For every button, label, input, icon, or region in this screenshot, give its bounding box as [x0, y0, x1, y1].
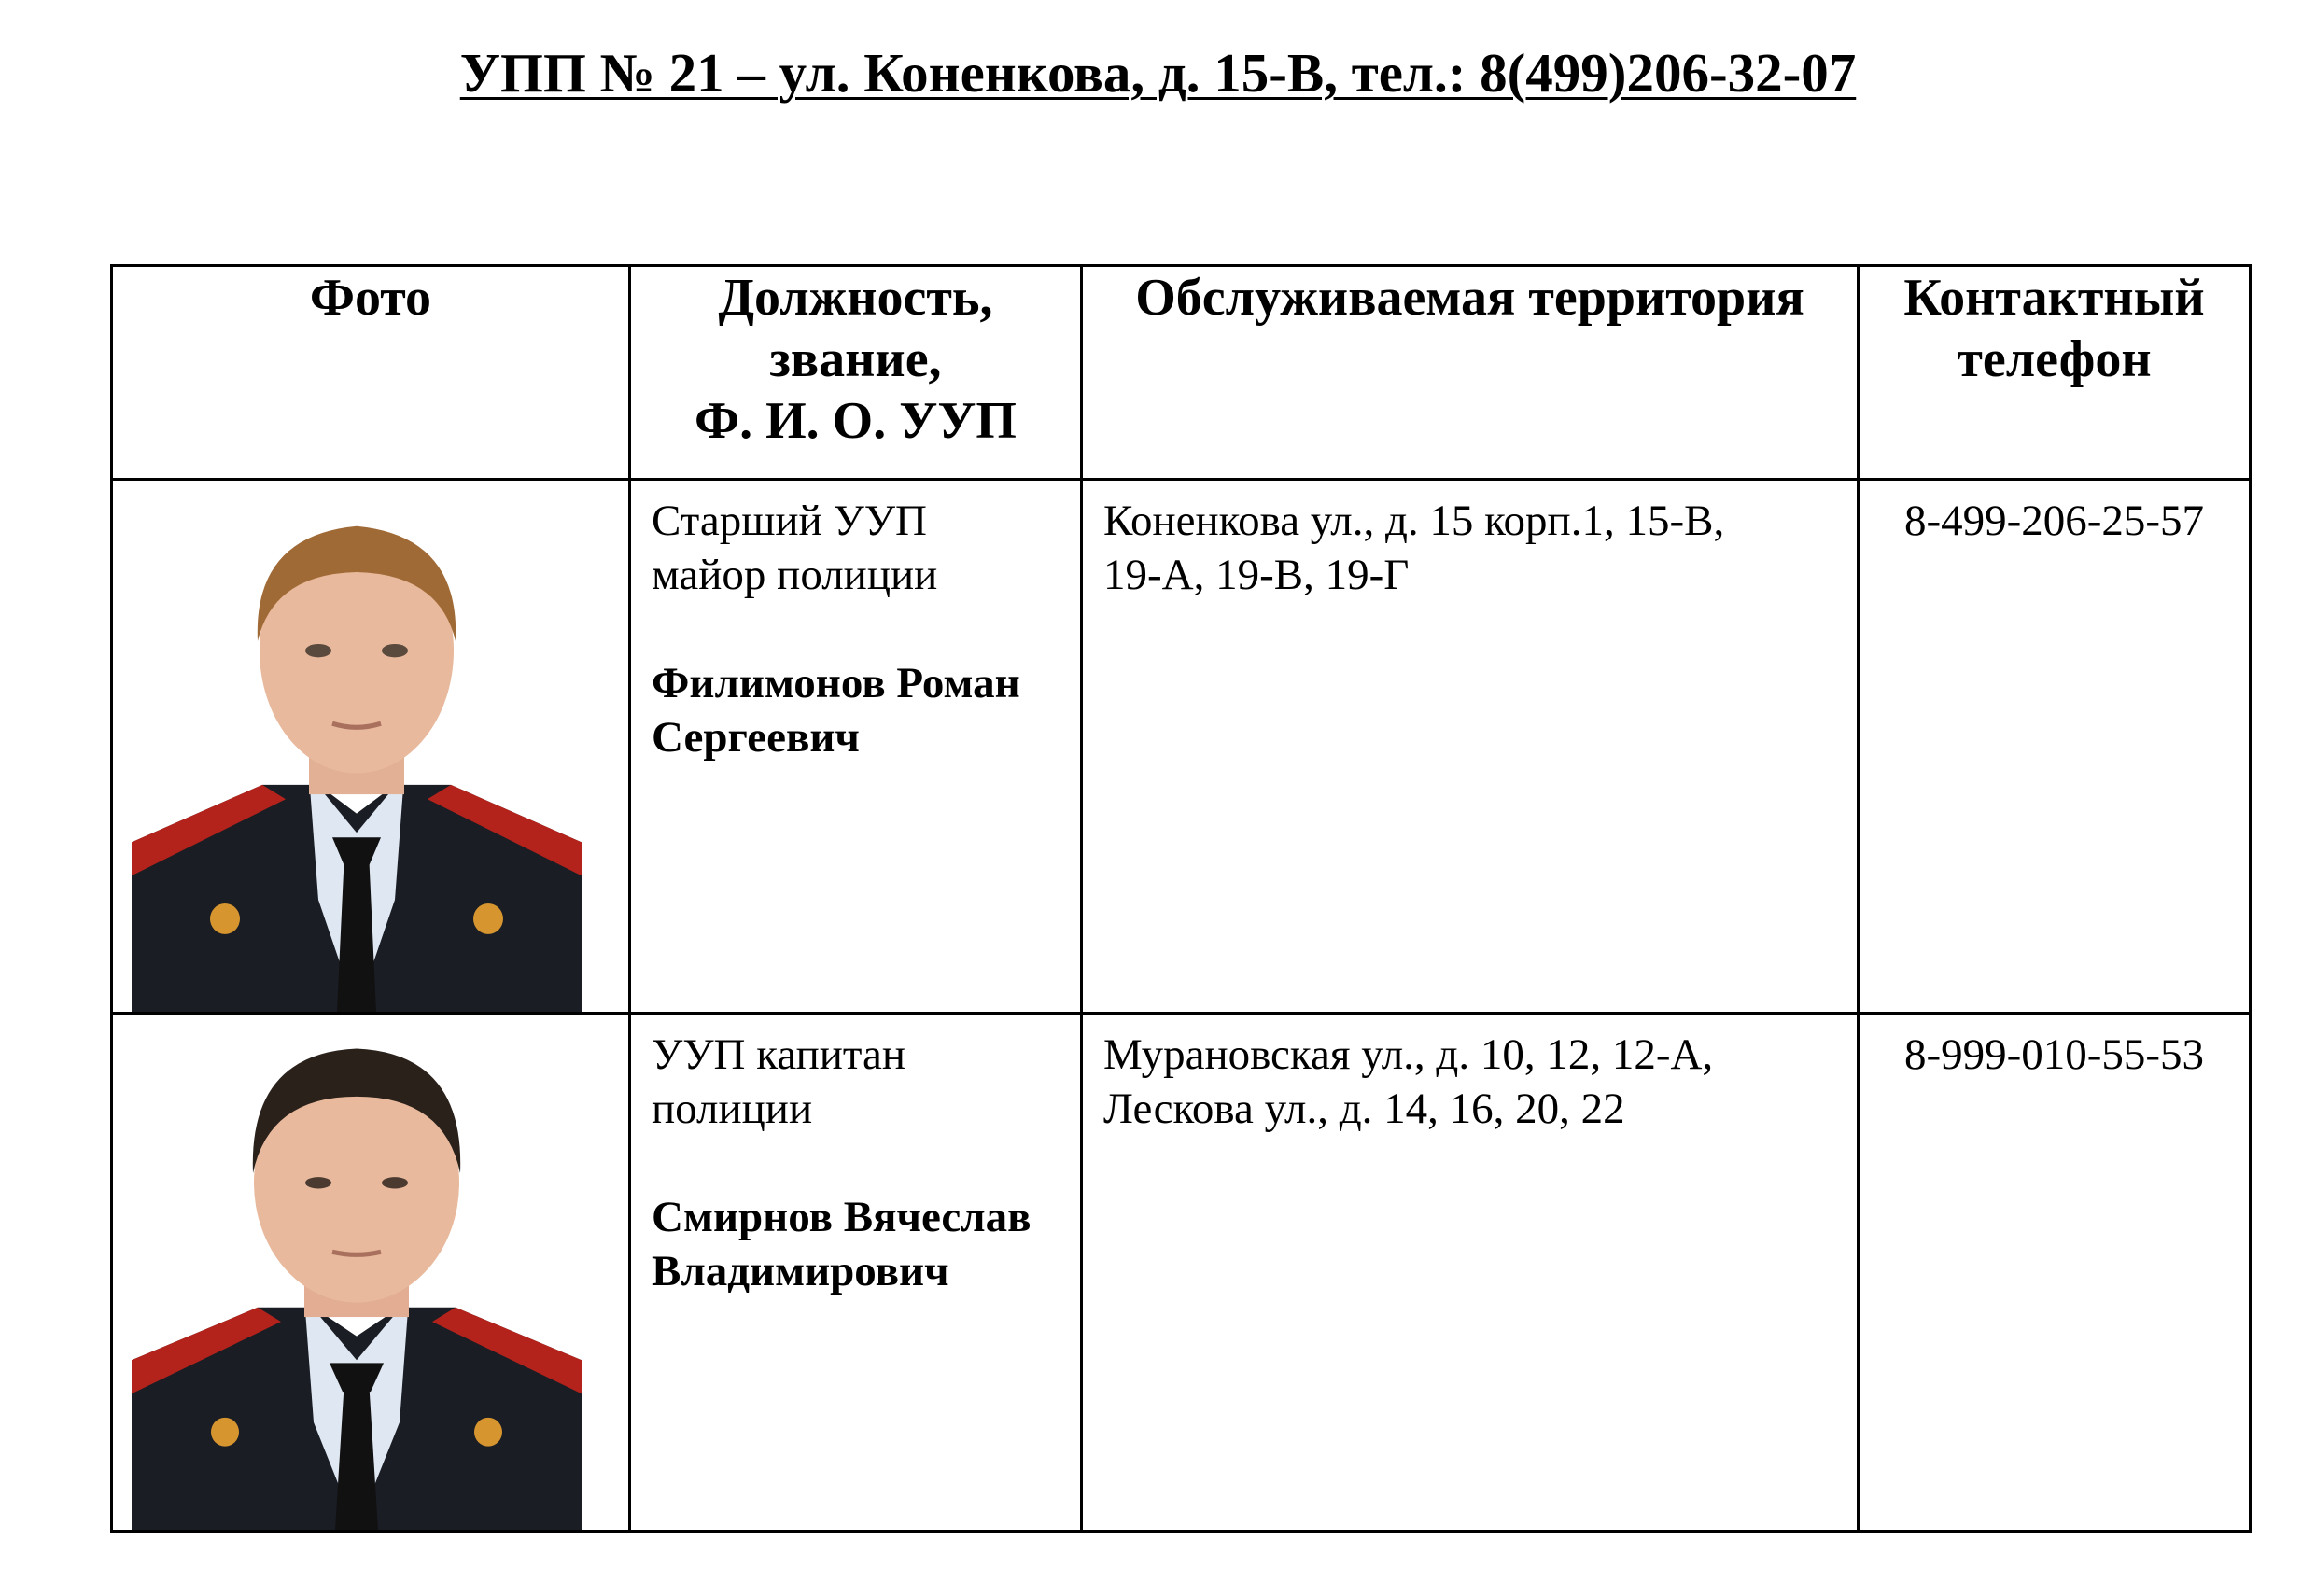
territory-line: 19-А, 19-В, 19-Г: [1103, 551, 1410, 599]
header-territory: [1082, 266, 1859, 480]
photo-cell: [112, 1014, 630, 1532]
page-title: УПП № 21 – ул. Коненкова, д. 15-В, тел.: 8(499)206-32-07: [459, 42, 1857, 104]
position-cell: [630, 480, 1082, 1014]
territory-line: Коненкова ул., д. 15 корп.1, 15-В,: [1103, 497, 1725, 545]
officer-name-line: Сергеевич: [652, 713, 860, 762]
officer-name-line: Владимирович: [652, 1247, 949, 1295]
officer-position-line: майор полиции: [652, 551, 938, 599]
header-phone-line: Контактный: [1903, 269, 2205, 327]
header-photo: [112, 266, 630, 480]
officer-phone: 8-999-010-55-53: [1903, 1030, 2205, 1079]
header-territory-label: Обслуживаемая территория: [1135, 269, 1804, 327]
phone-cell: [1859, 1014, 2251, 1532]
header-phone-line: телефон: [1957, 330, 2152, 388]
portrait-photo: [132, 1029, 582, 1530]
officers-table: [110, 264, 2252, 1533]
territory-cell: [1082, 1014, 1859, 1532]
portrait-photo: [132, 497, 582, 1012]
table-header-row: [112, 266, 2251, 480]
officer-name-line: Филимонов Роман: [652, 659, 1020, 707]
officer-name: [652, 656, 1065, 764]
table-row: [112, 480, 2251, 1014]
officer-position-line: полиции: [652, 1085, 813, 1133]
officer-position-line: УУП капитан: [652, 1030, 906, 1079]
officer-photo: [132, 1029, 582, 1530]
territory-line: Лескова ул., д. 14, 16, 20, 22: [1103, 1085, 1625, 1133]
header-position: [630, 266, 1082, 480]
header-phone: [1859, 266, 2251, 480]
officer-name: [652, 1190, 1065, 1298]
officer-phone: 8-499-206-25-57: [1903, 497, 2205, 545]
header-position-line: звание,: [769, 330, 942, 388]
table-row: [112, 1014, 2251, 1532]
position-cell: [630, 1014, 1082, 1532]
header-photo-label: Фото: [309, 269, 432, 327]
header-position-line: Должность,: [718, 269, 993, 327]
phone-cell: [1859, 480, 2251, 1014]
officer-photo: [132, 497, 582, 1012]
photo-cell: [112, 480, 630, 1014]
officer-name-line: Смирнов Вячеслав: [652, 1193, 1032, 1241]
header-position-line: Ф. И. О. УУП: [695, 392, 1017, 450]
officer-position-line: Старший УУП: [652, 497, 927, 545]
territory-cell: [1082, 480, 1859, 1014]
territory-line: Мурановская ул., д. 10, 12, 12-А,: [1103, 1030, 1714, 1079]
